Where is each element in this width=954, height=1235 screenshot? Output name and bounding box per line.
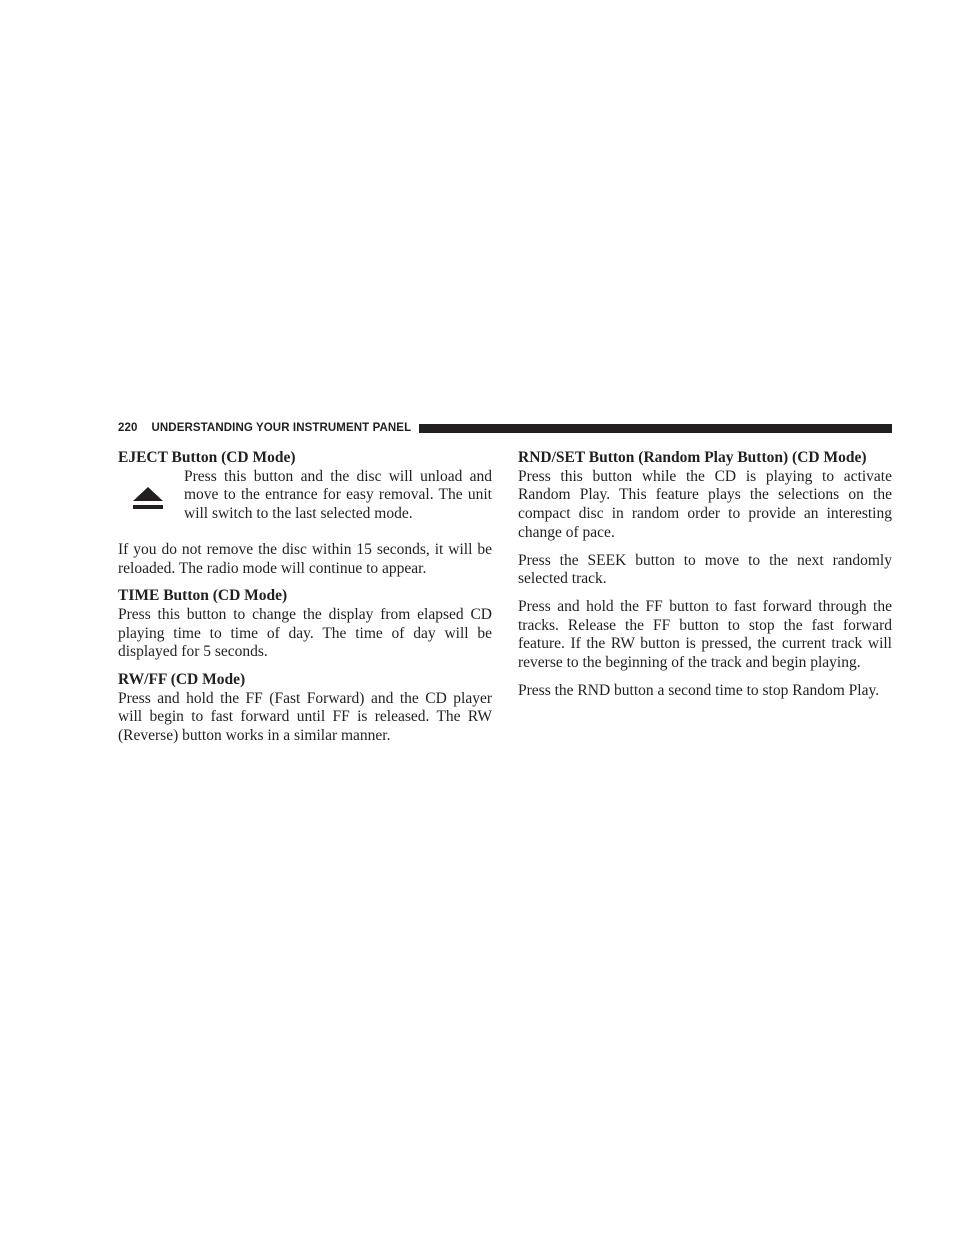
eject-icon (118, 468, 184, 517)
left-column (118, 449, 492, 746)
time-description: Press this button to change the display from elapsed CD playing time to time of day. The time of day will be displayed for 5 seconds. (118, 605, 492, 661)
rwff-description: Press and hold the FF (Fast Forward) and the CD player will begin to fast forward until FF is released. The RW (Reverse) button works in a similar manner. (118, 689, 492, 745)
rnd-paragraph-2: Press the SEEK button to move to the next randomly selected track. (518, 551, 892, 588)
section-title: UNDERSTANDING YOUR INSTRUMENT PANEL (151, 422, 412, 434)
page-header (118, 420, 892, 436)
eject-description: Press this button and the disc will unload and move to the entrance for easy removal. The unit will switch to the last selected mode. (184, 467, 492, 523)
eject-followup: If you do not remove the disc within 15 seconds, it will be reloaded. The radio mode will continue to appear. (118, 540, 492, 577)
rwff-heading: RW/FF (CD Mode) (118, 671, 246, 689)
eject-section (118, 468, 492, 524)
rnd-heading: RND/SET Button (Random Play Button) (CD Mode) (518, 449, 867, 466)
eject-heading: EJECT Button (CD Mode) (118, 449, 296, 466)
page-number: 220 (118, 422, 138, 434)
rnd-paragraph-4: Press the RND button a second time to stop Random Play. (518, 681, 880, 699)
rnd-paragraph-3: Press and hold the FF button to fast forward through the tracks. Release the FF button to stop the fast forward feature. If the RW button is pressed, the current track will reverse to the beginning of the track and begin playing. (518, 597, 892, 672)
right-column (518, 449, 892, 700)
time-heading: TIME Button (CD Mode) (118, 587, 288, 605)
header-rule (419, 424, 892, 433)
rnd-paragraph-1: Press this button while the CD is playing to activate Random Play. This feature plays the selections on the compact disc in random order to provide an interesting change of pace. (518, 467, 892, 541)
